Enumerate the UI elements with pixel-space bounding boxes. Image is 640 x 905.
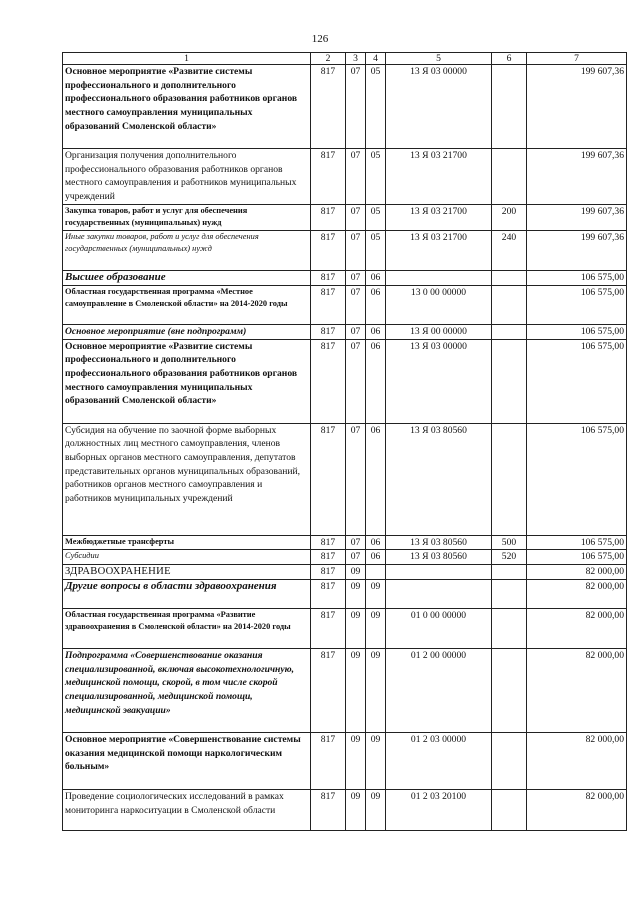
table-row [63,608,627,648]
row-name-cell: Субсидии [63,550,311,565]
subsection-cell: 06 [366,285,386,324]
expense-type-cell: 520 [492,550,527,565]
row-name-cell: Основное мероприятие «Развитие системы профессионального и дополнительного профессионального образования работников органов местного самоуправления муниципальных образований Смоленской области» [63,339,311,423]
table-row [63,65,627,149]
section-cell: 09 [346,789,366,830]
expense-type-cell [492,149,527,205]
expense-type-cell [492,564,527,579]
row-name-cell: Проведение социологических исследований в рамках мониторинга наркоситуации в Смоленской области [63,789,311,830]
expense-type-cell [492,339,527,423]
budget-table [62,52,627,831]
kbk-admin-cell: 817 [311,204,346,230]
kbk-admin-cell: 817 [311,564,346,579]
subsection-cell: 06 [366,423,386,535]
row-name-cell: Областная государственная программа «Местное самоуправление в Смоленской области» на 2014-2020 годы [63,285,311,324]
subsection-cell: 06 [366,324,386,339]
amount-cell: 199 607,36 [527,230,627,270]
page-number: 126 [311,33,329,45]
row-name-cell: Организация получения дополнительного профессионального образования работников органов местного самоуправления и работников муниципальных учреждений [63,149,311,205]
section-cell: 07 [346,339,366,423]
subsection-cell: 06 [366,339,386,423]
subsection-cell: 05 [366,230,386,270]
subsection-cell: 06 [366,550,386,565]
table-row [63,324,627,339]
kbk-admin-cell: 817 [311,579,346,608]
kbk-admin-cell: 817 [311,65,346,149]
amount-cell: 106 575,00 [527,324,627,339]
header-cell: 5 [386,53,492,65]
row-name-cell: Другие вопросы в области здравоохранения [63,579,311,608]
table-row [63,789,627,830]
subsection-cell: 06 [366,535,386,550]
row-name-cell: Основное мероприятие (вне подпрограмм) [63,324,311,339]
target-article-cell: 13 Я 03 21700 [386,230,492,270]
target-article-cell: 13 Я 03 21700 [386,149,492,205]
header-cell: 4 [366,53,386,65]
table-header-row [63,53,627,65]
header-cell: 6 [492,53,527,65]
subsection-cell: 09 [366,789,386,830]
target-article-cell: 13 Я 03 00000 [386,65,492,149]
target-article-cell: 13 Я 03 21700 [386,204,492,230]
subsection-cell: 09 [366,579,386,608]
table-row [63,648,627,732]
amount-cell: 82 000,00 [527,648,627,732]
row-name-cell: Областная государственная программа «Развитие здравоохранения в Смоленской области» на 2014-2020 годы [63,608,311,648]
table-row [63,270,627,285]
kbk-admin-cell: 817 [311,324,346,339]
section-cell: 09 [346,579,366,608]
table-row [63,579,627,608]
target-article-cell: 13 Я 03 00000 [386,339,492,423]
row-name-cell: Основное мероприятие «Совершенствование системы оказания медицинской помощи наркологическим больным» [63,732,311,789]
expense-type-cell: 500 [492,535,527,550]
expense-type-cell [492,270,527,285]
section-cell: 09 [346,648,366,732]
subsection-cell: 06 [366,270,386,285]
section-cell: 07 [346,230,366,270]
expense-type-cell [492,579,527,608]
amount-cell: 82 000,00 [527,789,627,830]
header-cell: 1 [63,53,311,65]
target-article-cell: 13 Я 03 80560 [386,423,492,535]
row-name-cell: Иные закупки товаров, работ и услуг для обеспечения государственных (муниципальных) нужд [63,230,311,270]
target-article-cell: 13 Я 00 00000 [386,324,492,339]
amount-cell: 82 000,00 [527,608,627,648]
amount-cell: 82 000,00 [527,732,627,789]
subsection-cell: 09 [366,732,386,789]
target-article-cell [386,564,492,579]
amount-cell: 106 575,00 [527,285,627,324]
row-name-cell: Высшее образование [63,270,311,285]
table-row [63,149,627,205]
table-row [63,423,627,535]
kbk-admin-cell: 817 [311,230,346,270]
kbk-admin-cell: 817 [311,535,346,550]
kbk-admin-cell: 817 [311,648,346,732]
target-article-cell: 13 Я 03 80560 [386,550,492,565]
amount-cell: 199 607,36 [527,204,627,230]
expense-type-cell [492,324,527,339]
table-row [63,535,627,550]
header-cell: 3 [346,53,366,65]
section-cell: 07 [346,65,366,149]
subsection-cell: 09 [366,608,386,648]
kbk-admin-cell: 817 [311,270,346,285]
kbk-admin-cell: 817 [311,339,346,423]
expense-type-cell [492,285,527,324]
kbk-admin-cell: 817 [311,608,346,648]
target-article-cell: 13 0 00 00000 [386,285,492,324]
expense-type-cell [492,65,527,149]
table-row [63,550,627,565]
target-article-cell [386,579,492,608]
section-cell: 09 [346,732,366,789]
amount-cell: 82 000,00 [527,564,627,579]
subsection-cell: 05 [366,204,386,230]
section-cell: 07 [346,149,366,205]
target-article-cell: 01 2 03 00000 [386,732,492,789]
section-cell: 07 [346,270,366,285]
table-row [63,230,627,270]
section-cell: 09 [346,564,366,579]
target-article-cell: 13 Я 03 80560 [386,535,492,550]
amount-cell: 106 575,00 [527,550,627,565]
amount-cell: 82 000,00 [527,579,627,608]
section-cell: 07 [346,204,366,230]
header-cell: 7 [527,53,627,65]
subsection-cell: 09 [366,648,386,732]
amount-cell: 199 607,36 [527,65,627,149]
expense-type-cell [492,789,527,830]
section-cell: 09 [346,608,366,648]
table-row [63,285,627,324]
expense-type-cell: 240 [492,230,527,270]
amount-cell: 106 575,00 [527,535,627,550]
kbk-admin-cell: 817 [311,423,346,535]
amount-cell: 106 575,00 [527,270,627,285]
section-cell: 07 [346,550,366,565]
expense-type-cell [492,608,527,648]
row-name-cell: Подпрограмма «Совершенствование оказания специализированной, включая высокотехнологичную, медицинской помощи, скорой, в том числе скорой специализированной, медицинской помощи, медицинской эвакуации» [63,648,311,732]
table-row [63,732,627,789]
table-row [63,564,627,579]
header-cell: 2 [311,53,346,65]
table-row [63,339,627,423]
expense-type-cell [492,732,527,789]
kbk-admin-cell: 817 [311,789,346,830]
target-article-cell: 01 2 00 00000 [386,648,492,732]
table-row [63,204,627,230]
row-name-cell: Основное мероприятие «Развитие системы профессионального и дополнительного профессионального образования работников органов местного самоуправления муниципальных образований Смоленской области» [63,65,311,149]
section-cell: 07 [346,535,366,550]
kbk-admin-cell: 817 [311,550,346,565]
row-name-cell: Закупка товаров, работ и услуг для обеспечения государственных (муниципальных) нужд [63,204,311,230]
target-article-cell: 01 0 00 00000 [386,608,492,648]
expense-type-cell [492,423,527,535]
section-cell: 07 [346,423,366,535]
section-cell: 07 [346,285,366,324]
expense-type-cell [492,648,527,732]
subsection-cell: 05 [366,149,386,205]
subsection-cell: 05 [366,65,386,149]
kbk-admin-cell: 817 [311,285,346,324]
row-name-cell: ЗДРАВООХРАНЕНИЕ [63,564,311,579]
target-article-cell [386,270,492,285]
kbk-admin-cell: 817 [311,732,346,789]
row-name-cell: Субсидия на обучение по заочной форме выборных должностных лиц местного самоуправления, членов выборных органов местного самоуправления, депутатов представительных органов муниципальных образований, работников органов местного самоуправления и работников муниципальных учреждений [63,423,311,535]
subsection-cell [366,564,386,579]
amount-cell: 199 607,36 [527,149,627,205]
row-name-cell: Межбюджетные трансферты [63,535,311,550]
amount-cell: 106 575,00 [527,339,627,423]
kbk-admin-cell: 817 [311,149,346,205]
amount-cell: 106 575,00 [527,423,627,535]
expense-type-cell: 200 [492,204,527,230]
target-article-cell: 01 2 03 20100 [386,789,492,830]
section-cell: 07 [346,324,366,339]
